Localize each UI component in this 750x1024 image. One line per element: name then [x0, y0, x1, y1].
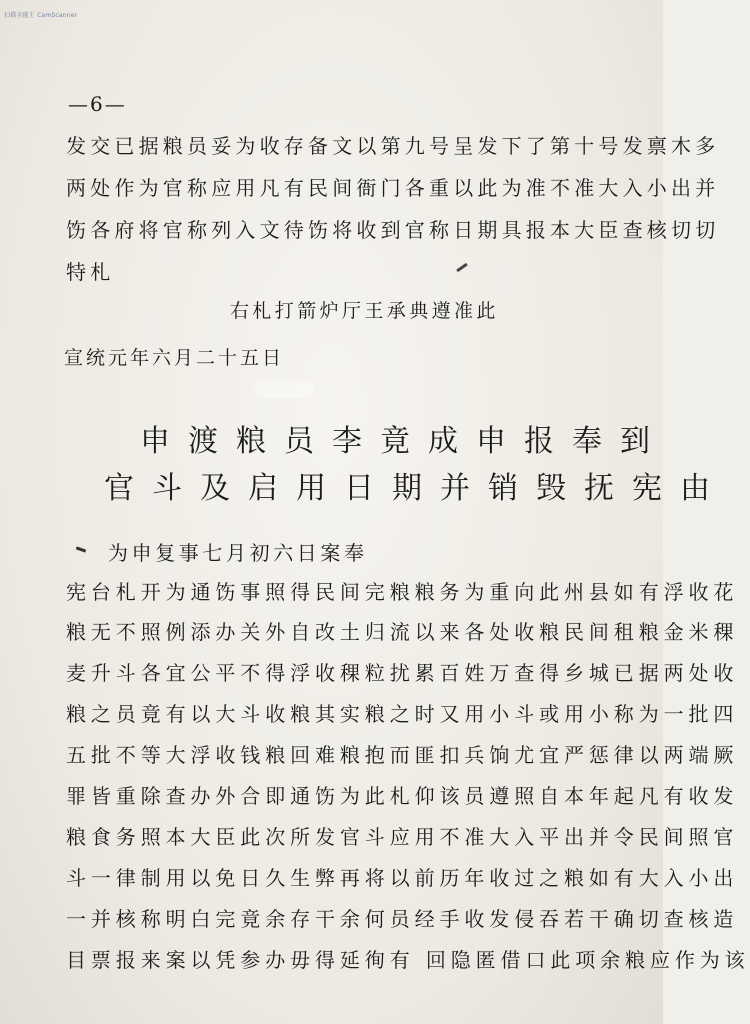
text-line: 两处作为官称应用凡有民间衙门各重以此为准不准大入小出并 [66, 176, 720, 200]
text-line: 麦升斗各宜公平不得浮收稞粒扰累百姓万查得乡城已据两处收 [66, 661, 739, 685]
scanner-watermark: 扫描全能王 CamScanner [4, 12, 78, 19]
document-heading: 官斗及启用日期并销毁抚宪由 [104, 471, 728, 506]
text-line: 目票报来案以凭参办毋得延徇有 回隐匿借口此项余粮应作为该 [66, 948, 750, 972]
text-line: 饬各府将官称列入文待饬将收到官称日期具报本大臣查核切切 [66, 218, 720, 242]
date-line: 宣统元年六月二十五日 [64, 347, 285, 369]
text-line: 发交已据粮员妥为收存备文以第九号呈发下了第十号发禀木多 [66, 134, 720, 158]
text-line: 粮之员竟有以大斗收粮其实粮之时又用小斗或用小称为一批四 [66, 702, 739, 726]
text-line: 罪皆重除查办外合即通饬为此札仰该员遵照自本年起凡有收发 [66, 784, 739, 808]
signature-line: 右札打箭炉厅王承典遵准此 [230, 300, 499, 322]
text-line: 五批不等大浮收钱粮回难粮抱而匪扣兵饷尤宜严惩律以两端厥 [66, 743, 739, 767]
text-line: 特札 [66, 260, 115, 284]
text-line: 一并核称明白完竟余存干余何员经手收发侵吞若干确切查核造 [66, 907, 739, 931]
received-line: 为申复事七月初六日案奉 [108, 541, 368, 565]
paper-stain [255, 380, 315, 398]
document-heading: 申渡粮员李竟成申报奉到 [140, 424, 668, 459]
ink-smudge [456, 263, 468, 272]
text-line: 粮无不照例添办关外自改土归流以来各处收粮民间租粮金米稞 [66, 620, 739, 644]
text-line: 宪台札开为通饬事照得民间完粮粮务为重向此州县如有浮收花 [66, 580, 739, 604]
page-number: —6— [68, 92, 127, 116]
ink-mark [76, 546, 86, 552]
text-line: 粮食务照本大臣此次所发官斗应用不准大入平出并令民间照官 [66, 825, 739, 849]
text-line: 斗一律制用以免日久生弊再将以前历年收过之粮如有大入小出 [66, 866, 739, 890]
